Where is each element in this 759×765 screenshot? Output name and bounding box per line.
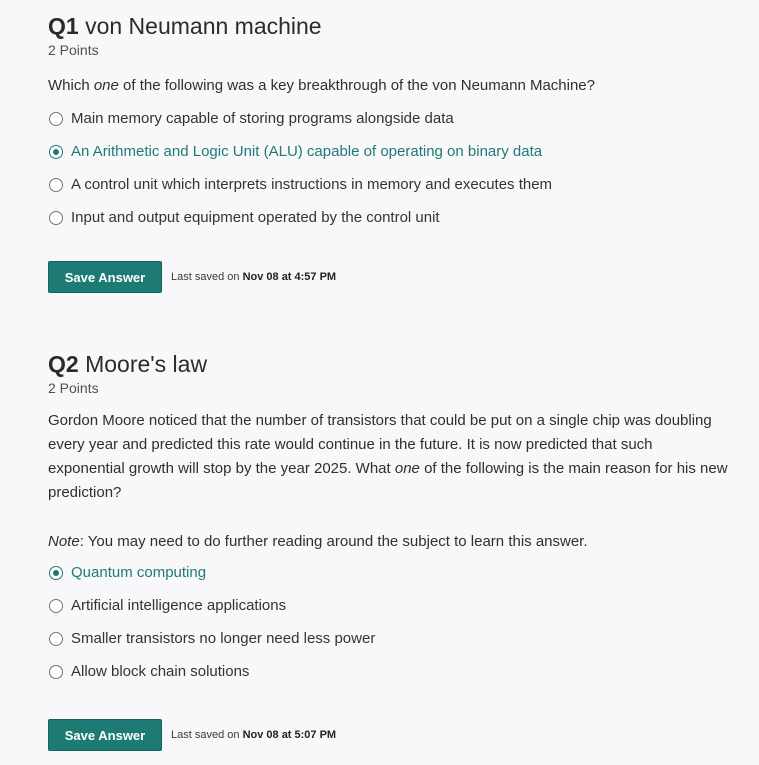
radio-button[interactable] [49,599,63,613]
question-prompt [48,74,729,98]
prompt-text: of the following was a key breakthrough of the von Neumann Machine? [118,77,595,94]
prompt-emphasis: one [394,460,420,477]
question-points: 2 Points [48,380,99,396]
answer-option[interactable] [48,589,729,622]
last-saved-time: Nov 08 at 5:07 PM [242,729,337,741]
question-title-text: von Neumann machine [85,13,322,39]
answer-option-label: Input and output equipment operated by the control unit [71,209,440,226]
answer-option-label: A control unit which interprets instructions in memory and executes them [71,176,553,193]
answer-option-label: Artificial intelligence applications [71,597,287,614]
save-row-q2 [48,719,336,751]
radio-button[interactable] [49,178,63,192]
save-answer-button[interactable]: Save Answer [48,719,162,751]
question-2-title [48,350,729,378]
answer-options [48,556,729,688]
question-1-title [48,12,729,40]
answer-option[interactable] [48,135,729,168]
last-saved-status [171,271,336,283]
answer-option-label: Smaller transistors no longer need less power [71,630,376,647]
answer-options [48,102,729,234]
radio-button[interactable] [49,665,63,679]
radio-button[interactable] [49,632,63,646]
answer-option[interactable] [48,168,729,201]
question-points: 2 Points [48,42,99,58]
question-title-text: Moore's law [85,351,208,377]
radio-button[interactable] [49,211,63,225]
answer-option-label: Quantum computing [71,564,207,581]
prompt-text: Which [48,77,94,94]
save-answer-button[interactable]: Save Answer [48,261,162,293]
last-saved-label: Last saved on [171,271,243,283]
last-saved-time: Nov 08 at 4:57 PM [242,271,337,283]
save-row-q1 [48,261,336,293]
prompt-emphasis: one [93,77,119,94]
answer-option[interactable] [48,622,729,655]
question-number: Q2 [48,351,79,377]
answer-option-label: Main memory capable of storing programs alongside data [71,110,454,127]
last-saved-label: Last saved on [171,729,243,741]
last-saved-status [171,729,336,741]
question-note [48,530,729,554]
question-number: Q1 [48,13,79,39]
answer-option[interactable] [48,655,729,688]
prompt-text: Gordon Moore noticed that the number of transistors that could be put on a single chip was doubling every year and predicted this rate would continue in the future. It is now predicted that such exponential growth will stop by the year 2025. What [48,412,712,477]
question-prompt [48,409,729,505]
question-1 [48,12,729,234]
radio-button[interactable] [49,145,63,159]
answer-option[interactable] [48,102,729,135]
question-2 [48,350,729,688]
prompt-text: of the following is the main reason for his new prediction? [48,460,728,501]
answer-option-label: An Arithmetic and Logic Unit (ALU) capable of operating on binary data [71,143,543,160]
note-label: Note [48,533,80,550]
radio-button[interactable] [49,566,63,580]
radio-button[interactable] [49,112,63,126]
answer-option-label: Allow block chain solutions [71,663,250,680]
note-text: : You may need to do further reading around the subject to learn this answer. [79,533,588,550]
answer-option[interactable] [48,556,729,589]
answer-option[interactable] [48,201,729,234]
